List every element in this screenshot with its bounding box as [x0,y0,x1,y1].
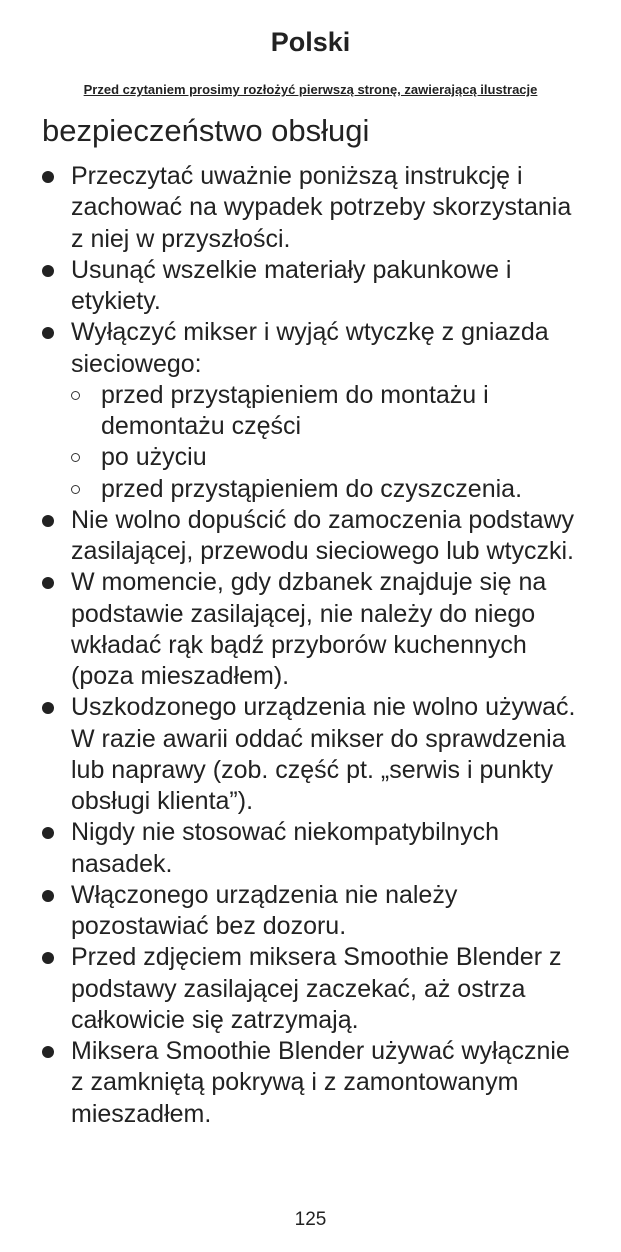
sub-list-item [42,474,582,505]
safety-list [42,161,582,1130]
bullet-dot-icon [42,827,54,839]
sub-list-item-text: przed przystąpieniem do montażu i demontażu części [101,380,489,440]
list-item-text: Miksera Smoothie Blender używać wyłącznie z zamkniętą pokrywą i z zamontowanym mieszadłem. [71,1037,570,1128]
list-item [42,255,582,318]
list-item [42,1036,582,1130]
bullet-dot-icon [42,577,54,589]
bullet-dot-icon [42,890,54,902]
list-item [42,505,582,568]
bullet-dot-icon [42,171,54,183]
list-item [42,692,582,817]
bullet-dot-icon [42,702,54,714]
list-item [42,567,582,692]
bullet-dot-icon [42,1046,54,1058]
bullet-dot-icon [42,952,54,964]
list-item-text: Nigdy nie stosować niekompatybilnych nasadek. [71,818,499,878]
list-item-text: Usunąć wszelkie materiały pakunkowe i etykiety. [71,255,512,315]
page-number: 125 [294,1209,327,1230]
list-item-text: Uszkodzonego urządzenia nie wolno używać. W razie awarii oddać mikser do sprawdzenia lub naprawy (zob. część pt. „serwis i punkty obsługi klienta”). [71,693,576,815]
bullet-dot-icon [42,327,54,339]
unfold-instruction-note: Przed czytaniem prosimy rozłożyć pierwszą stronę, zawierającą ilustracje [83,82,538,97]
list-item [42,317,582,380]
page-title: Polski [270,27,351,57]
list-item [42,942,582,1036]
sub-list-item-text: po użyciu [101,443,207,472]
list-item-text: Przeczytać uważnie poniższą instrukcję i zachować na wypadek potrzeby skorzystania z niej w przyszłości. [71,162,572,253]
bullet-dot-icon [42,265,54,277]
list-item [42,161,582,255]
sub-list-item [42,380,582,443]
bullet-circle-icon [71,391,80,400]
list-item-text: Nie wolno dopuścić do zamoczenia podstawy zasilającej, przewodu sieciowego lub wtyczki. [71,505,575,565]
bullet-circle-icon [71,453,80,462]
list-item-text: Wyłączyć mikser i wyjąć wtyczkę z gniazda sieciowego: [71,318,549,378]
list-item-text: Przed zdjęciem miksera Smoothie Blender z podstawy zasilającej zaczekać, aż ostrza całkowicie się zatrzymają. [71,943,562,1034]
bullet-circle-icon [71,485,80,494]
sub-list-item [42,442,582,473]
list-item [42,817,582,880]
section-heading: bezpieczeństwo obsługi [42,113,370,148]
list-item-text: Włączonego urządzenia nie należy pozostawiać bez dozoru. [71,880,458,940]
sub-list-item-text: przed przystąpieniem do czyszczenia. [101,474,523,503]
list-item-text: W momencie, gdy dzbanek znajduje się na podstawie zasilającej, nie należy do niego wkładać rąk bądź przyborów kuchennych (poza mieszadłem). [71,568,547,690]
safety-instructions [42,161,582,1130]
bullet-dot-icon [42,515,54,527]
list-item [42,880,582,943]
